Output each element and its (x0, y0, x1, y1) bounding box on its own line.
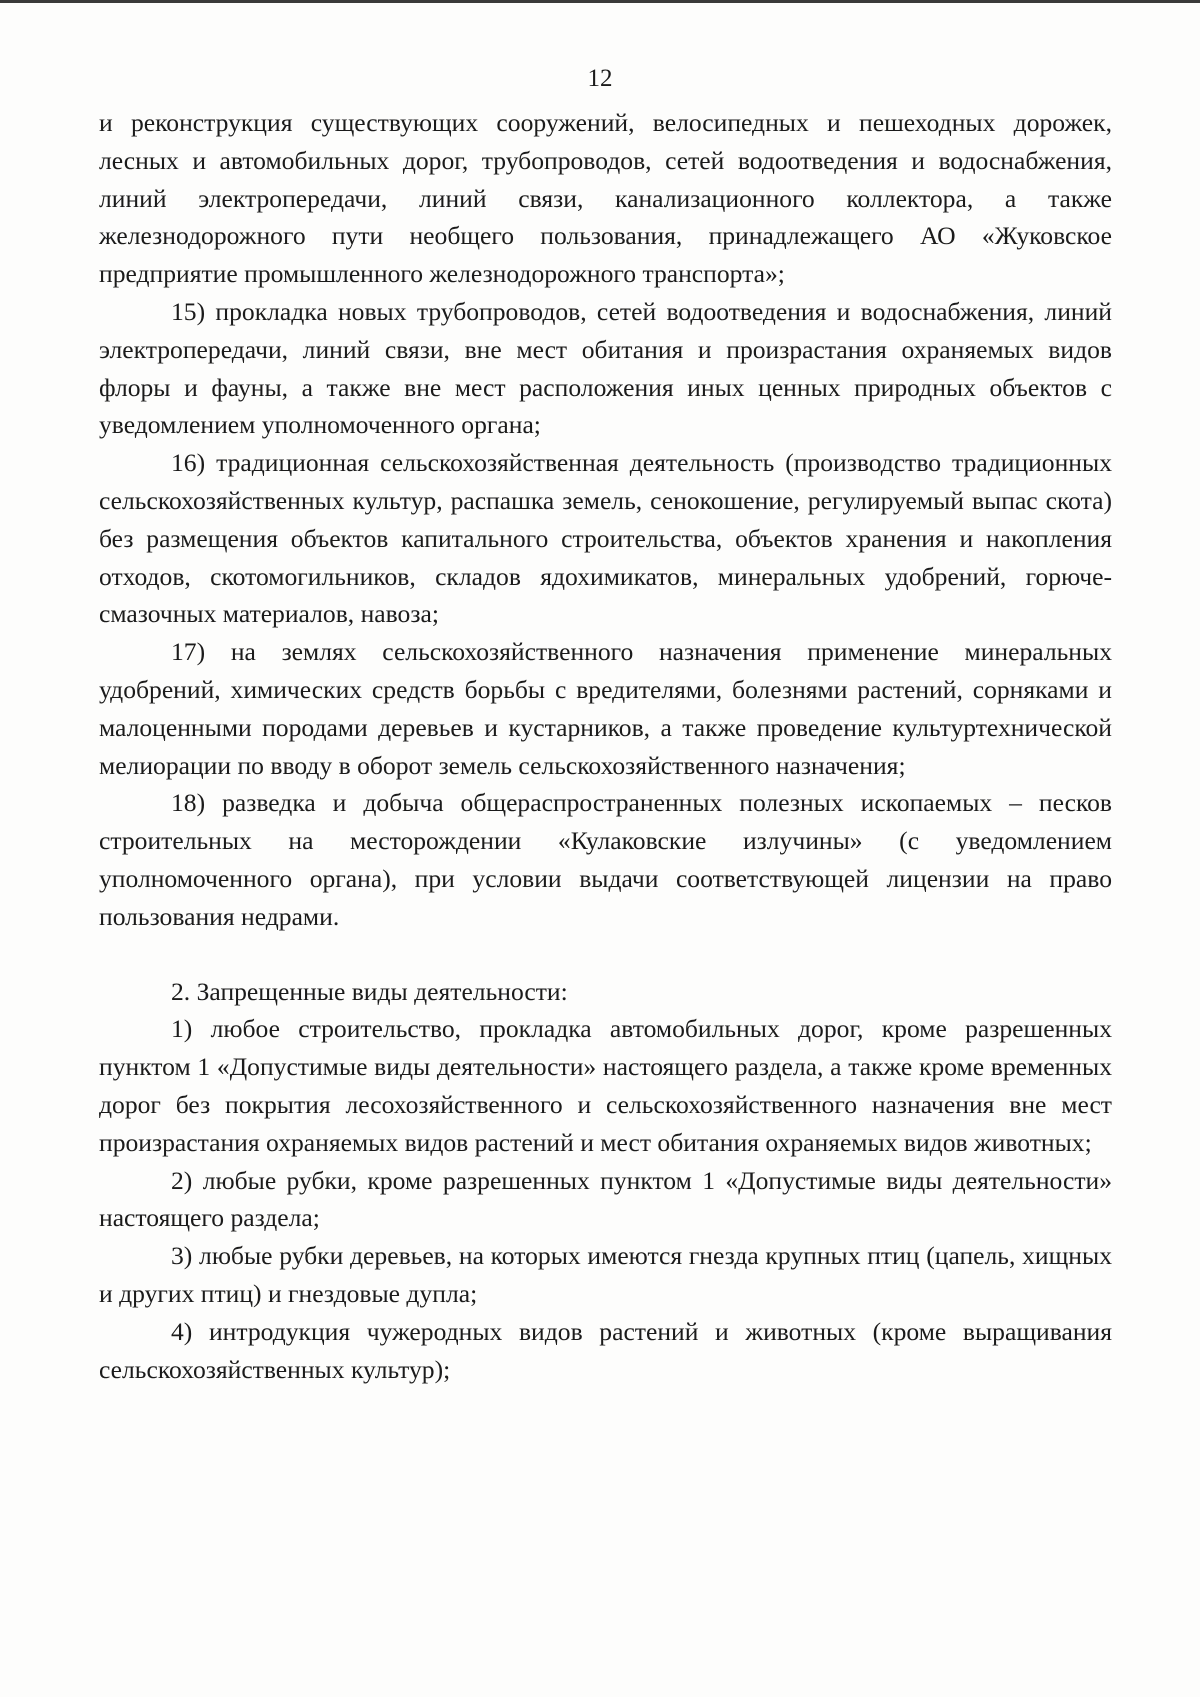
paragraph-item-17: 17) на землях сельскохозяйственного назначения применение минеральных удобрений, химических средств борьбы с вредителями, болезнями растений, сорняками и малоценными породами деревьев и кустарников, а также проведение культуртехнической мелиорации по вводу в оборот земель сельскохозяйственного назначения; (99, 637, 1112, 780)
page-number: 12 (587, 65, 613, 92)
section-spacer (99, 936, 1112, 973)
prohibited-item-3: 3) любые рубки деревьев, на которых имеются гнезда крупных птиц (цапель, хищных и других птиц) и гнездовые дупла; (99, 1241, 1112, 1308)
paragraph-item-18: 18) разведка и добыча общераспространенных полезных ископаемых – песков строительных на месторождении «Кулаковские излучины» (с уведомлением уполномоченного органа), при условии выдачи соответствующей лицензии на право пользования недрами. (99, 788, 1112, 931)
prohibited-item-4: 4) интродукция чужеродных видов растений и животных (кроме выращивания сельскохозяйственных культур); (99, 1316, 1112, 1384)
prohibited-item-1: 1) любое строительство, прокладка автомобильных дорог, кроме разрешенных пунктом 1 «Допустимые виды деятельности» настоящего раздела, а также кроме временных дорог без покрытия лесохозяйственного и сельскохозяйственного назначения вне мест произрастания охраняемых видов растений и мест обитания охраняемых видов животных; (99, 1014, 1112, 1157)
paragraph-item-16: 16) традиционная сельскохозяйственная деятельность (производство традиционных сельскохозяйственных культур, распашка земель, сенокошение, регулируемый выпас скота) без размещения объектов капитального строительства, объектов хранения и накопления отходов, скотомогильников, складов ядохимикатов, минеральных удобрений, горюче-смазочных материалов, навоза; (99, 448, 1112, 629)
section-2-heading: 2. Запрещенные виды деятельности: (171, 976, 568, 1006)
paragraph-item-15: 15) прокладка новых трубопроводов, сетей водоотведения и водоснабжения, линий электропередачи, линий связи, вне мест обитания и произрастания охраняемых видов флоры и фауны, а также вне мест расположения иных ценных природных объектов с уведомлением уполномоченного органа; (99, 296, 1112, 440)
document-body (99, 104, 1112, 1388)
prohibited-item-2: 2) любые рубки, кроме разрешенных пунктом 1 «Допустимые виды деятельности» настоящего раздела; (99, 1165, 1112, 1233)
paragraph-continuation: и реконструкция существующих сооружений, велосипедных и пешеходных дорожек, лесных и автомобильных дорог, трубопроводов, сетей водоотведения и водоснабжения, линий электропередачи, линий связи, канализационного коллектора, а также железнодорожного пути необщего пользования, принадлежащего АО «Жуковское предприятие промышленного железнодорожного транспорта»; (99, 108, 1112, 289)
page-top-edge (0, 0, 1200, 3)
